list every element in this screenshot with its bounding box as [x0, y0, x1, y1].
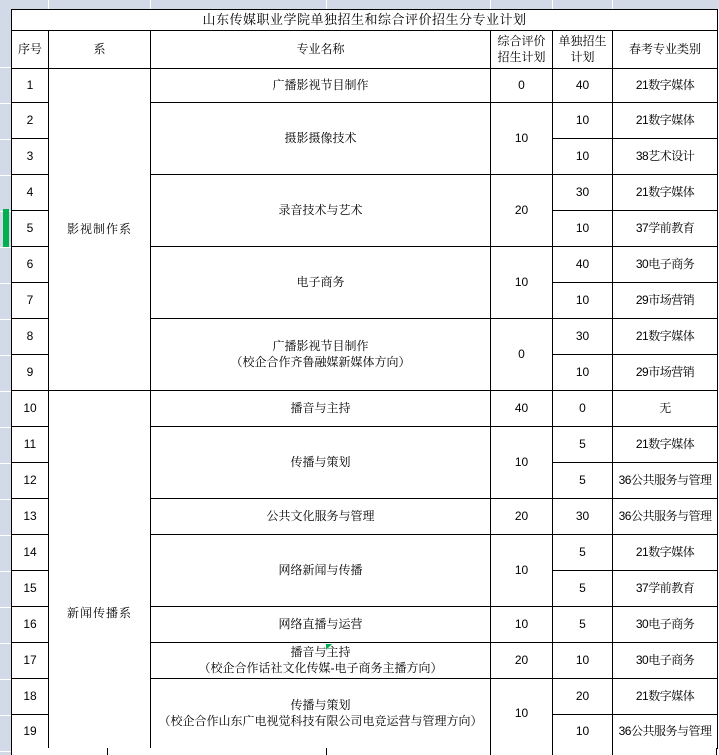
major-cell[interactable]: 广播影视节目制作 — [151, 69, 491, 103]
sheet-left-margin — [0, 0, 11, 755]
serial-cell[interactable]: 8 — [12, 319, 49, 355]
sep-plan-cell[interactable]: 10 — [553, 103, 613, 139]
cell-border — [107, 748, 108, 755]
serial-cell[interactable]: 13 — [12, 499, 49, 535]
sep-plan-cell[interactable]: 5 — [553, 607, 613, 643]
sep-plan-cell[interactable]: 10 — [553, 211, 613, 247]
sep-plan-cell[interactable]: 10 — [553, 715, 613, 749]
comp-plan-cell[interactable]: 0 — [491, 319, 553, 391]
serial-cell[interactable]: 2 — [12, 103, 49, 139]
sheet-gridline — [48, 0, 49, 9]
comp-plan-cell[interactable]: 10 — [491, 247, 553, 319]
partial-next-row — [11, 748, 717, 755]
sep-plan-cell[interactable]: 10 — [553, 643, 613, 679]
comp-plan-cell[interactable]: 10 — [491, 103, 553, 175]
category-cell[interactable]: 36公共服务与管理 — [613, 715, 718, 749]
comp-plan-cell[interactable]: 20 — [491, 175, 553, 247]
col-header-serial[interactable]: 序号 — [12, 31, 49, 69]
cell-border — [716, 748, 717, 755]
cell-border — [326, 748, 327, 755]
comp-plan-cell[interactable]: 10 — [491, 427, 553, 499]
serial-cell[interactable]: 15 — [12, 571, 49, 607]
sep-plan-cell[interactable]: 5 — [553, 463, 613, 499]
category-cell[interactable]: 21数字媒体 — [613, 175, 718, 211]
major-cell[interactable]: 网络直播与运营 — [151, 607, 491, 643]
cell-border — [612, 748, 613, 755]
col-header-separate-plan[interactable]: 单独招生 计划 — [553, 31, 613, 69]
sep-plan-cell[interactable]: 5 — [553, 427, 613, 463]
sheet-gridline — [150, 0, 151, 9]
cell-flag-icon — [326, 644, 332, 650]
category-cell[interactable]: 30电子商务 — [613, 643, 718, 679]
serial-cell[interactable]: 5 — [12, 211, 49, 247]
table-row — [12, 391, 718, 427]
department-cell[interactable]: 新闻传播系 — [49, 391, 151, 749]
category-cell[interactable]: 29市场营销 — [613, 283, 718, 319]
comp-plan-cell[interactable]: 10 — [491, 607, 553, 643]
sep-plan-cell[interactable]: 5 — [553, 535, 613, 571]
department-cell[interactable]: 影视制作系 — [49, 69, 151, 391]
sep-plan-cell[interactable]: 30 — [553, 499, 613, 535]
serial-cell[interactable]: 9 — [12, 355, 49, 391]
enrollment-table — [11, 9, 718, 749]
category-cell[interactable]: 无 — [613, 391, 718, 427]
serial-cell[interactable]: 3 — [12, 139, 49, 175]
major-cell[interactable]: 摄影摄像技术 — [151, 103, 491, 175]
serial-cell[interactable]: 1 — [12, 69, 49, 103]
col-header-spring-exam-category[interactable]: 春考专业类别 — [613, 31, 718, 69]
serial-cell[interactable]: 19 — [12, 715, 49, 749]
category-cell[interactable]: 21数字媒体 — [613, 69, 718, 103]
category-cell[interactable]: 30电子商务 — [613, 607, 718, 643]
category-cell[interactable]: 21数字媒体 — [613, 535, 718, 571]
comp-plan-cell[interactable]: 10 — [491, 679, 553, 749]
major-cell[interactable]: 传播与策划 （校企合作山东广电视觉科技有限公司电竞运营与管理方向） — [151, 679, 491, 749]
category-cell[interactable]: 37学前教育 — [613, 211, 718, 247]
category-cell[interactable]: 38艺术设计 — [613, 139, 718, 175]
serial-cell[interactable]: 10 — [12, 391, 49, 427]
sep-plan-cell[interactable]: 0 — [553, 391, 613, 427]
sep-plan-cell[interactable]: 40 — [553, 69, 613, 103]
comp-plan-cell[interactable]: 40 — [491, 391, 553, 427]
category-cell[interactable]: 36公共服务与管理 — [613, 499, 718, 535]
category-cell[interactable]: 30电子商务 — [613, 247, 718, 283]
major-cell[interactable]: 录音技术与艺术 — [151, 175, 491, 247]
major-cell[interactable]: 广播影视节目制作 （校企合作齐鲁融媒新媒体方向） — [151, 319, 491, 391]
major-cell[interactable]: 网络新闻与传播 — [151, 535, 491, 607]
sep-plan-cell[interactable]: 30 — [553, 175, 613, 211]
category-cell[interactable]: 21数字媒体 — [613, 427, 718, 463]
cell-border — [490, 748, 491, 755]
sep-plan-cell[interactable]: 40 — [553, 247, 613, 283]
sheet-gridline — [552, 0, 553, 9]
col-header-department[interactable]: 系 — [49, 31, 151, 69]
serial-cell[interactable]: 14 — [12, 535, 49, 571]
comp-plan-cell[interactable]: 0 — [491, 69, 553, 103]
serial-cell[interactable]: 11 — [12, 427, 49, 463]
sep-plan-cell[interactable]: 10 — [553, 355, 613, 391]
comp-plan-cell[interactable]: 20 — [491, 499, 553, 535]
category-cell[interactable]: 21数字媒体 — [613, 103, 718, 139]
comp-plan-cell[interactable]: 10 — [491, 535, 553, 607]
sheet-top-margin — [0, 0, 719, 9]
sheet-gridline — [326, 0, 327, 9]
major-cell[interactable]: 电子商务 — [151, 247, 491, 319]
major-cell[interactable]: 公共文化服务与管理 — [151, 499, 491, 535]
table-title[interactable]: 山东传媒职业学院单独招生和综合评价招生分专业计划 — [12, 10, 718, 31]
table-row — [12, 69, 718, 103]
category-cell[interactable]: 21数字媒体 — [613, 319, 718, 355]
serial-cell[interactable]: 6 — [12, 247, 49, 283]
category-cell[interactable]: 36公共服务与管理 — [613, 463, 718, 499]
col-header-comprehensive-plan[interactable]: 综合评价 招生计划 — [491, 31, 553, 69]
sep-plan-cell[interactable]: 20 — [553, 679, 613, 715]
serial-cell[interactable]: 4 — [12, 175, 49, 211]
sep-plan-cell[interactable]: 10 — [553, 139, 613, 175]
sep-plan-cell[interactable]: 30 — [553, 319, 613, 355]
col-header-major-name[interactable]: 专业名称 — [151, 31, 491, 69]
sheet-gridline — [490, 0, 491, 9]
category-cell[interactable]: 21数字媒体 — [613, 679, 718, 715]
serial-cell[interactable]: 16 — [12, 607, 49, 643]
sep-plan-cell[interactable]: 10 — [553, 283, 613, 319]
sep-plan-cell[interactable]: 5 — [553, 571, 613, 607]
category-cell[interactable]: 37学前教育 — [613, 571, 718, 607]
cell-border — [11, 748, 12, 755]
major-cell[interactable]: 播音与主持 — [151, 391, 491, 427]
comp-plan-cell[interactable]: 20 — [491, 643, 553, 679]
row-selection-marker — [3, 209, 9, 247]
serial-cell[interactable]: 18 — [12, 679, 49, 715]
category-cell[interactable]: 29市场营销 — [613, 355, 718, 391]
major-cell[interactable]: 传播与策划 — [151, 427, 491, 499]
serial-cell[interactable]: 7 — [12, 283, 49, 319]
serial-cell[interactable]: 12 — [12, 463, 49, 499]
cell-border — [552, 748, 553, 755]
major-cell[interactable]: 播音与主持 （校企合作话社文化传媒-电子商务主播方向） — [151, 643, 491, 679]
serial-cell[interactable]: 17 — [12, 643, 49, 679]
sheet-gridline — [612, 0, 613, 9]
